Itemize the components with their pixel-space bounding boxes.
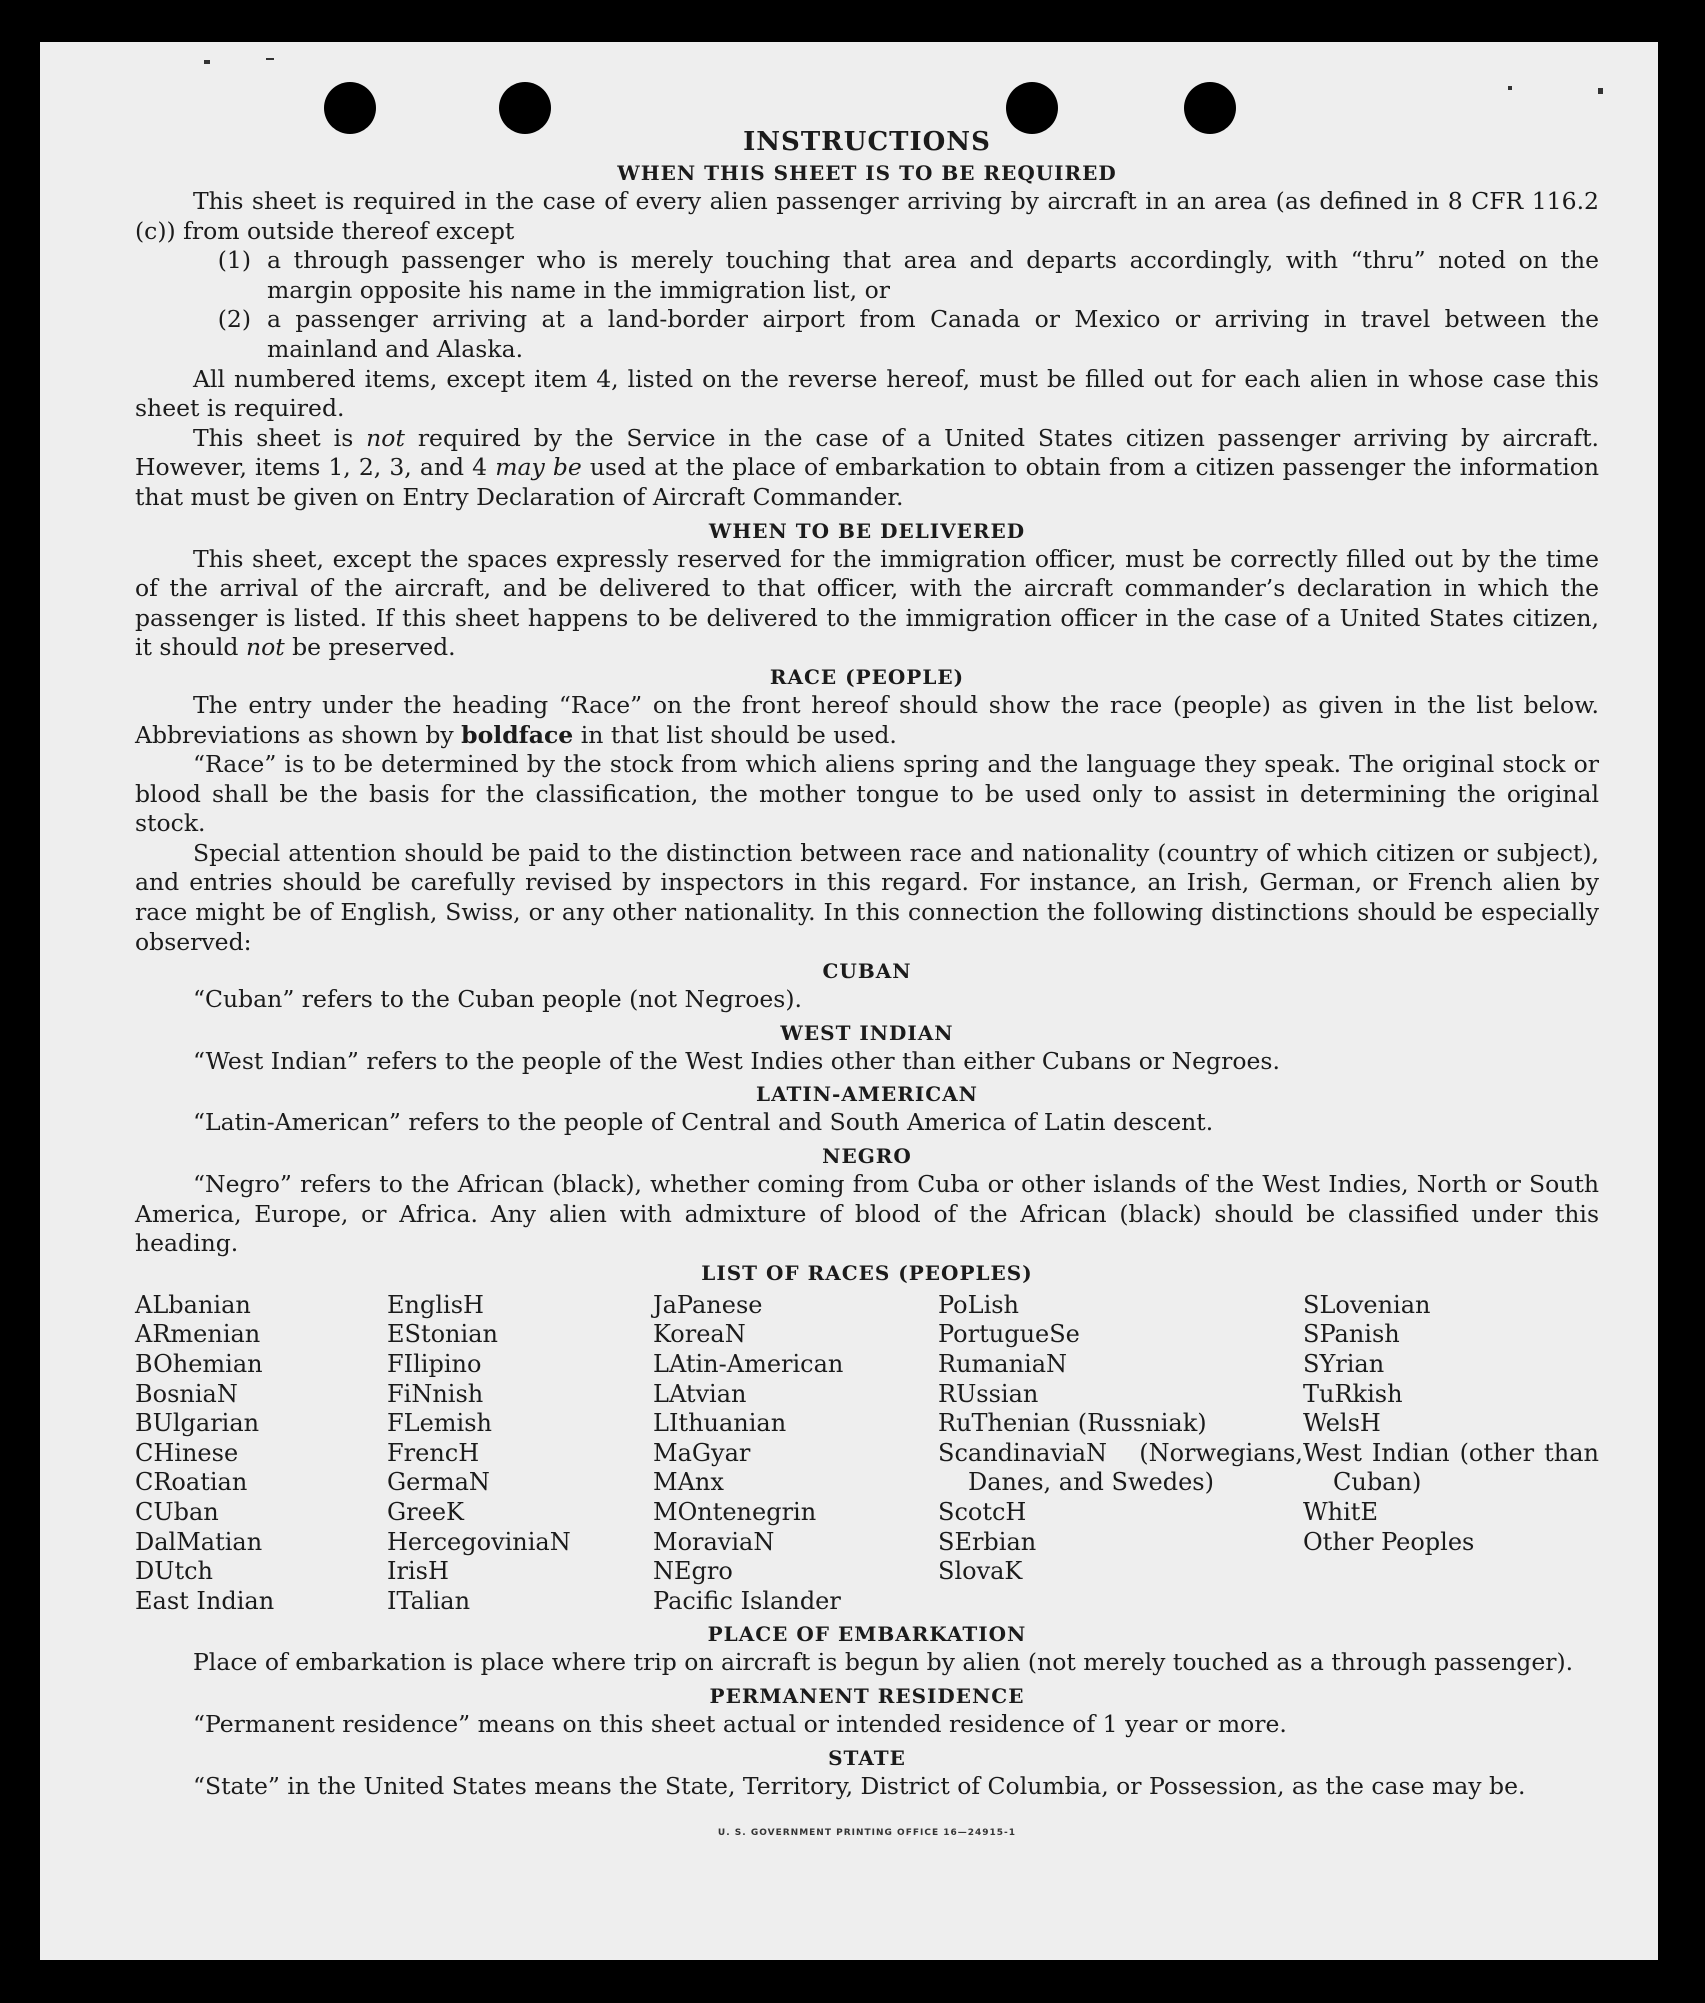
document-page	[40, 42, 1658, 1960]
heading-list-of-races: LIST OF RACES (PEOPLES)	[701, 1260, 1033, 1285]
race-entry: SErbian	[938, 1527, 1037, 1556]
race-entry: ScandinaviaN (Norwegians, Danes, and Swedes)	[938, 1438, 1303, 1497]
scan-speck	[266, 58, 274, 60]
race-entry: SYrian	[1303, 1350, 1385, 1378]
race-entry: RuThenian (Russniak)	[938, 1409, 1207, 1438]
heading-state: STATE	[828, 1745, 906, 1770]
race-entry: EStonian	[387, 1320, 498, 1349]
race-entry: RUssian	[938, 1379, 1039, 1408]
races-column	[135, 1291, 387, 1617]
race-entry: IrisH	[387, 1557, 449, 1586]
race-entry: BOhemian	[135, 1350, 263, 1378]
heading-west-indian: WEST INDIAN	[780, 1020, 954, 1045]
race-entry: LIthuanian	[653, 1409, 787, 1438]
heading-race: RACE (PEOPLE)	[769, 664, 965, 689]
paragraph: The entry under the heading “Race” on the front hereof should show the race (people) as given in the list below. Abbreviations as shown by boldface in that list should be used.	[135, 690, 1599, 749]
races-column	[387, 1291, 653, 1617]
paragraph: “West Indian” refers to the people of the West Indies other than either Cubans or Negroes.	[193, 1046, 1280, 1075]
scan-speck	[204, 60, 210, 64]
race-entry: CUban	[135, 1497, 219, 1526]
races-list	[135, 1291, 1599, 1617]
race-entry: FIlipino	[387, 1350, 482, 1378]
heading-negro: NEGRO	[822, 1144, 912, 1169]
race-entry: GreeK	[387, 1497, 464, 1526]
paragraph: “State” in the United States means the State, Territory, District of Columbia, or Possession, as the case may be.	[193, 1771, 1526, 1800]
paragraph: This sheet, except the spaces expressly reserved for the immigration officer, must be correctly filled out by the time of the arrival of the aircraft, and be delivered to that officer, with the aircraft commander’s declaration in which the passenger is listed. If this sheet happens to be delivered to the immigration officer in the case of a United States citizen, it should not be preserved.	[135, 544, 1599, 662]
printer-imprint: U. S. GOVERNMENT PRINTING OFFICE 16—24915-1	[717, 1828, 1017, 1839]
race-entry: NEgro	[653, 1557, 733, 1586]
race-entry: DalMatian	[135, 1527, 263, 1556]
item-text: a through passenger who is merely touching that area and departs accordingly, with “thru” noted on the margin opposite his name in the immigration list, or	[267, 246, 1599, 304]
race-entry: WelsH	[1303, 1409, 1381, 1438]
heading-permanent-residence: PERMANENT RESIDENCE	[709, 1683, 1025, 1708]
race-entry: LAtvian	[653, 1379, 747, 1408]
document-content	[135, 125, 1599, 1849]
paragraph: All numbered items, except item 4, listed on the reverse hereof, must be filled out for each alien in whose case this sheet is required.	[135, 364, 1599, 423]
race-entry: SLovenian	[1303, 1290, 1431, 1319]
race-entry: CRoatian	[135, 1468, 248, 1497]
race-entry: HercegoviniaN	[387, 1527, 571, 1556]
race-entry: MOntenegrin	[653, 1497, 817, 1526]
race-entry: ScotcH	[938, 1497, 1027, 1526]
races-column	[653, 1291, 938, 1617]
scan-speck	[1598, 88, 1603, 94]
race-entry: JaPanese	[653, 1290, 763, 1319]
race-entry: FrencH	[387, 1438, 480, 1467]
paragraph: This sheet is not required by the Service in the case of a United States citizen passenger arriving by aircraft. However, items 1, 2, 3, and 4 may be used at the place of embarkation to obtain from a citizen passenger the information that must be given on Entry Declaration of Aircraft Commander.	[135, 423, 1599, 511]
paragraph: “Permanent residence” means on this sheet actual or intended residence of 1 year or more.	[193, 1709, 1287, 1738]
race-entry: FLemish	[387, 1409, 492, 1438]
item-number: (1)	[217, 246, 251, 275]
paragraph: “Cuban” refers to the Cuban people (not Negroes).	[193, 985, 803, 1014]
paragraph: This sheet is required in the case of every alien passenger arriving by aircraft in an area (as defined in 8 CFR 116.2 (c)) from outside thereof except	[135, 187, 1599, 245]
race-entry: West Indian (other than Cuban)	[1303, 1438, 1599, 1497]
race-entry: PortugueSe	[938, 1320, 1080, 1349]
race-entry: MaGyar	[653, 1438, 751, 1467]
race-entry: MAnx	[653, 1468, 724, 1497]
race-entry: KoreaN	[653, 1320, 746, 1349]
paragraph: “Latin-American” refers to the people of Central and South America of Latin descent.	[193, 1108, 1214, 1137]
race-entry: SlovaK	[938, 1557, 1023, 1586]
race-entry: CHinese	[135, 1438, 239, 1467]
paragraph: Place of embarkation is place where trip on aircraft is begun by alien (not merely touched as a through passenger).	[193, 1648, 1574, 1677]
list-item	[135, 305, 1599, 364]
race-entry: FiNnish	[387, 1379, 484, 1408]
race-entry: ALbanian	[135, 1290, 251, 1319]
race-entry: SPanish	[1303, 1320, 1400, 1349]
race-entry: TuRkish	[1303, 1379, 1403, 1408]
race-entry: MoraviaN	[653, 1527, 775, 1556]
heading-when-delivered: WHEN TO BE DELIVERED	[708, 518, 1026, 543]
page-title: INSTRUCTIONS	[743, 127, 991, 157]
paragraph: Special attention should be paid to the distinction between race and nationality (country of which citizen or subject), and entries should be carefully revised by inspectors in this regard. For instance, an Irish, German, or French alien by race might be of English, Swiss, or any other nationality. In this connection the following distinctions should be especially observed:	[135, 838, 1599, 956]
heading-cuban: CUBAN	[822, 959, 912, 984]
race-entry: Pacific Islander	[653, 1586, 841, 1615]
item-text: a passenger arriving at a land-border airport from Canada or Mexico or arriving in travel between the mainland and Alaska.	[267, 305, 1599, 363]
race-entry: EnglisH	[387, 1290, 484, 1319]
heading-when-required: WHEN THIS SHEET IS TO BE REQUIRED	[617, 161, 1117, 185]
paragraph: “Negro” refers to the African (black), whether coming from Cuba or other islands of the West Indies, North or South America, Europe, or Africa. Any alien with admixture of blood of the African (black) should be classified under this heading.	[135, 1170, 1599, 1258]
paragraph: “Race” is to be determined by the stock from which aliens spring and the language they speak. The original stock or blood shall be the basis for the classification, the mother tongue to be used only to assist in determining the original stock.	[135, 750, 1599, 838]
race-entry: East Indian	[135, 1586, 275, 1615]
race-entry: BosniaN	[135, 1379, 238, 1408]
races-column	[938, 1291, 1303, 1617]
race-entry: ARmenian	[135, 1320, 261, 1349]
race-entry: ITalian	[387, 1586, 471, 1615]
list-item	[135, 246, 1599, 305]
race-entry: BUlgarian	[135, 1409, 260, 1438]
heading-latin-american: LATIN-AMERICAN	[756, 1082, 978, 1107]
race-entry: DUtch	[135, 1557, 214, 1586]
item-number: (2)	[217, 305, 251, 334]
race-entry: GermaN	[387, 1468, 490, 1497]
heading-place-of-embarkation: PLACE OF EMBARKATION	[707, 1622, 1027, 1647]
race-entry: WhitE	[1303, 1497, 1378, 1526]
races-column	[1303, 1291, 1599, 1617]
race-entry: RumaniaN	[938, 1350, 1068, 1378]
race-entry: Other Peoples	[1303, 1527, 1475, 1556]
race-entry: PoLish	[938, 1290, 1020, 1319]
scan-speck	[1508, 86, 1512, 90]
race-entry: LAtin-American	[653, 1350, 844, 1378]
